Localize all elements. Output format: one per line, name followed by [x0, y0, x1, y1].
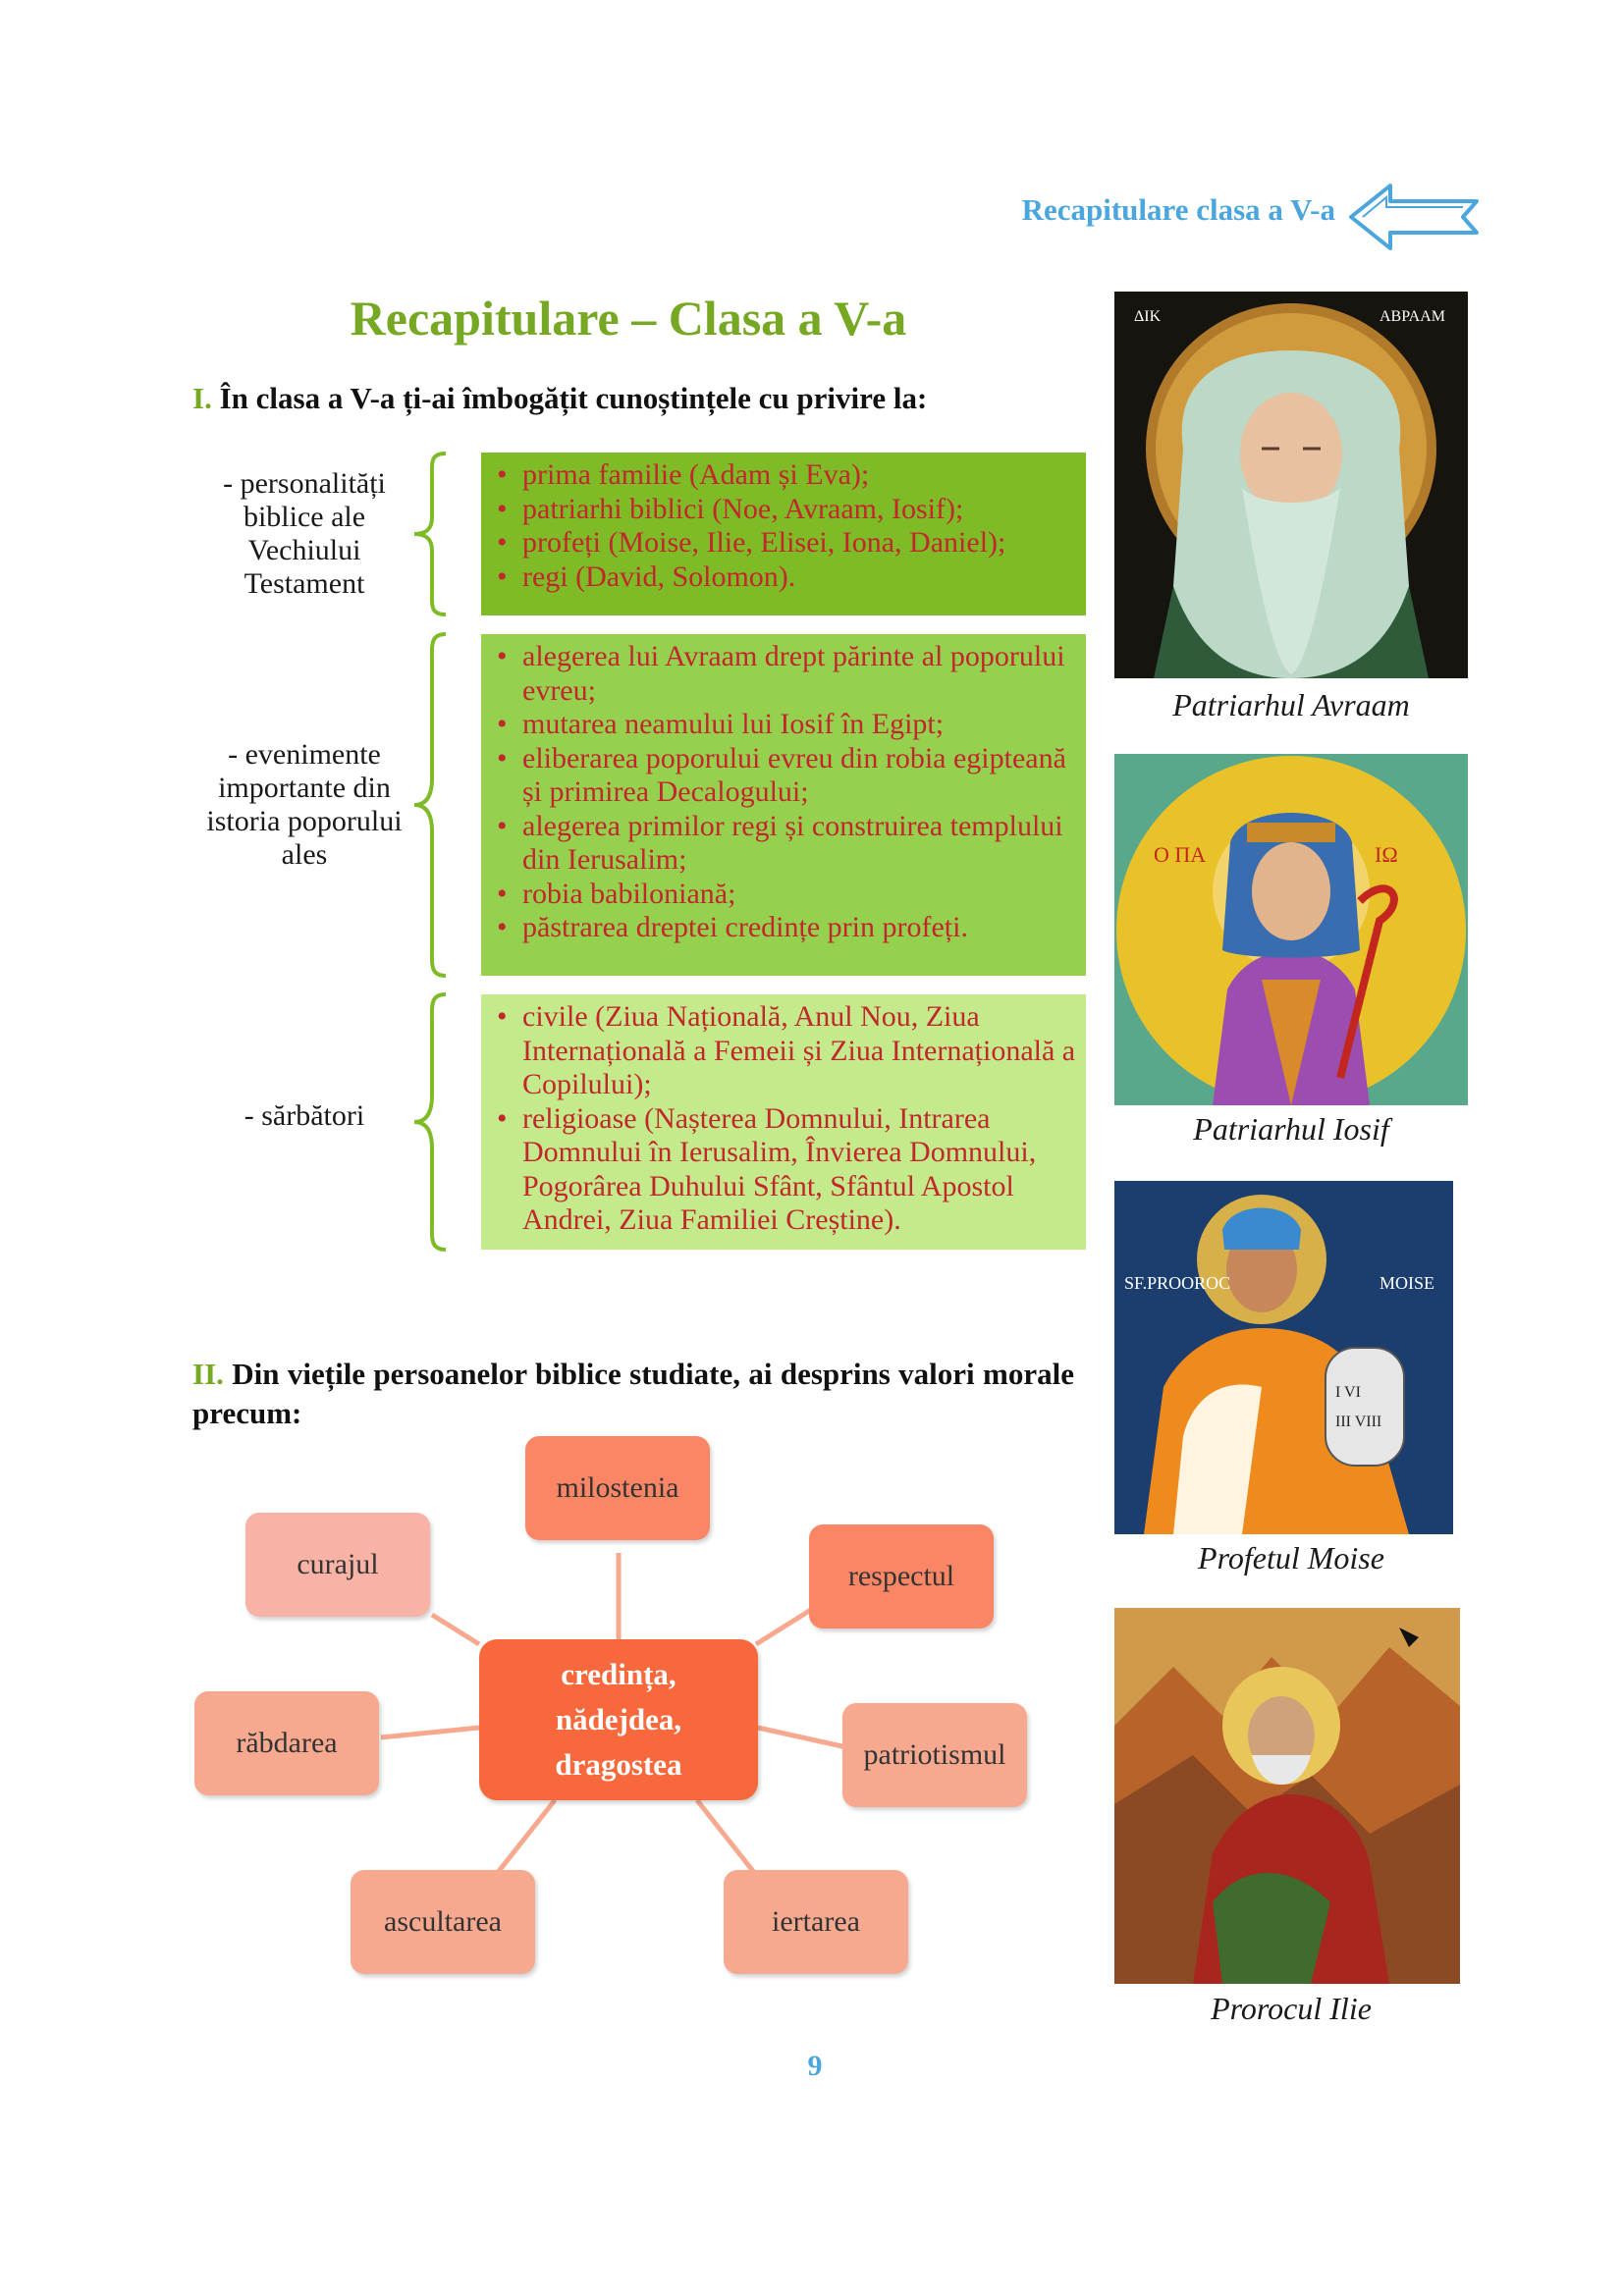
svg-text:ΑΒΡΑΑΜ: ΑΒΡΑΑΜ	[1380, 308, 1446, 325]
section-1-number: I.	[192, 381, 212, 415]
page-number: 9	[807, 2050, 823, 2082]
svg-text:Ο ΠΑ: Ο ΠΑ	[1154, 842, 1207, 867]
section-2-text: Din viețile persoanelor biblice studiate, ai desprins valori morale precum:	[192, 1357, 1074, 1430]
icon-ilie	[1114, 1608, 1460, 1984]
svg-text:ΔΙΚ: ΔΙΚ	[1134, 308, 1162, 325]
value-patriotismul: patriotismul	[842, 1703, 1027, 1807]
center-line-1: credința,	[561, 1657, 676, 1691]
list-item: • alegerea primilor regi și construirea templului din Ierusalim;	[491, 810, 1076, 878]
center-node	[479, 1639, 758, 1800]
list-item: • păstrarea dreptei credințe prin profeți.	[491, 911, 1076, 945]
list-item: • patriarhi biblici (Noe, Avraam, Iosif);	[491, 493, 1076, 527]
section-2-number: II.	[192, 1357, 224, 1391]
value-milostenia: milostenia	[525, 1436, 710, 1540]
center-line-2: nădejdea,	[555, 1702, 682, 1736]
back-arrow-icon[interactable]	[1347, 180, 1483, 254]
list-item: • prima familie (Adam și Eva);	[491, 458, 1076, 493]
list-item: • civile (Ziua Națională, Anul Nou, Ziua Internațională a Femeii și Ziua Internațională a Copilului);	[491, 1000, 1076, 1102]
icon-moise	[1114, 1181, 1453, 1534]
page-title: Recapitulare – Clasa a V-a	[350, 291, 907, 346]
svg-text:SF.PROOROC: SF.PROOROC	[1124, 1273, 1231, 1293]
caption-iosif: Patriarhul Iosif	[1193, 1111, 1389, 1147]
icon-iosif	[1114, 754, 1468, 1105]
box-evenimente	[481, 634, 1086, 976]
list-item: • profeți (Moise, Ilie, Elisei, Iona, Daniel);	[491, 526, 1076, 561]
value-ascultarea: ascultarea	[351, 1870, 535, 1974]
category-evenimente: - evenimente importante din istoria poporului ales	[206, 738, 403, 871]
list-item: • regi (David, Solomon).	[491, 561, 1076, 595]
brace-2	[410, 631, 450, 979]
icon-avraam	[1114, 292, 1468, 678]
category-sarbatori: - sărbători	[243, 1099, 365, 1132]
caption-avraam: Patriarhul Avraam	[1172, 687, 1410, 722]
svg-text:MOISE: MOISE	[1380, 1273, 1435, 1293]
caption-moise: Profetul Moise	[1198, 1540, 1384, 1575]
value-rabdarea: răbdarea	[194, 1691, 379, 1795]
section-1-heading	[192, 379, 1076, 418]
list-item: • alegerea lui Avraam drept părinte al poporului evreu;	[491, 640, 1076, 708]
svg-text:I VI: I VI	[1335, 1384, 1361, 1401]
box-sarbatori	[481, 994, 1086, 1250]
list-item: • eliberarea poporului evreu din robia egipteană și primirea Decalogului;	[491, 742, 1076, 810]
section-1-text: În clasa a V-a ți-ai îmbogățit cunoștințele cu privire la:	[219, 381, 928, 415]
header-link[interactable]: Recapitulare clasa a V-a	[1021, 192, 1335, 227]
section-2-heading	[192, 1355, 1074, 1433]
brace-1	[410, 451, 450, 617]
center-line-3: dragostea	[555, 1747, 682, 1782]
svg-text:ΙΩ: ΙΩ	[1375, 842, 1398, 867]
list-item: • mutarea neamului lui Iosif în Egipt;	[491, 708, 1076, 742]
svg-text:III VIII: III VIII	[1335, 1414, 1382, 1430]
list-item: • religioase (Nașterea Domnului, Intrarea Domnului în Ierusalim, Învierea Domnului, Pogorârea Duhului Sfânt, Sfântul Apostol Andrei, Ziua Familiei Creștine).	[491, 1102, 1076, 1238]
caption-ilie: Prorocul Ilie	[1211, 1991, 1372, 2026]
value-iertarea: iertarea	[724, 1870, 908, 1974]
brace-3	[410, 991, 450, 1253]
box-personalitati	[481, 453, 1086, 615]
list-item: • robia babiloniană;	[491, 878, 1076, 912]
category-personalitati: - personalități biblice ale Vechiului Testament	[223, 467, 386, 600]
value-curajul: curajul	[245, 1513, 430, 1617]
value-respectul: respectul	[809, 1524, 994, 1629]
